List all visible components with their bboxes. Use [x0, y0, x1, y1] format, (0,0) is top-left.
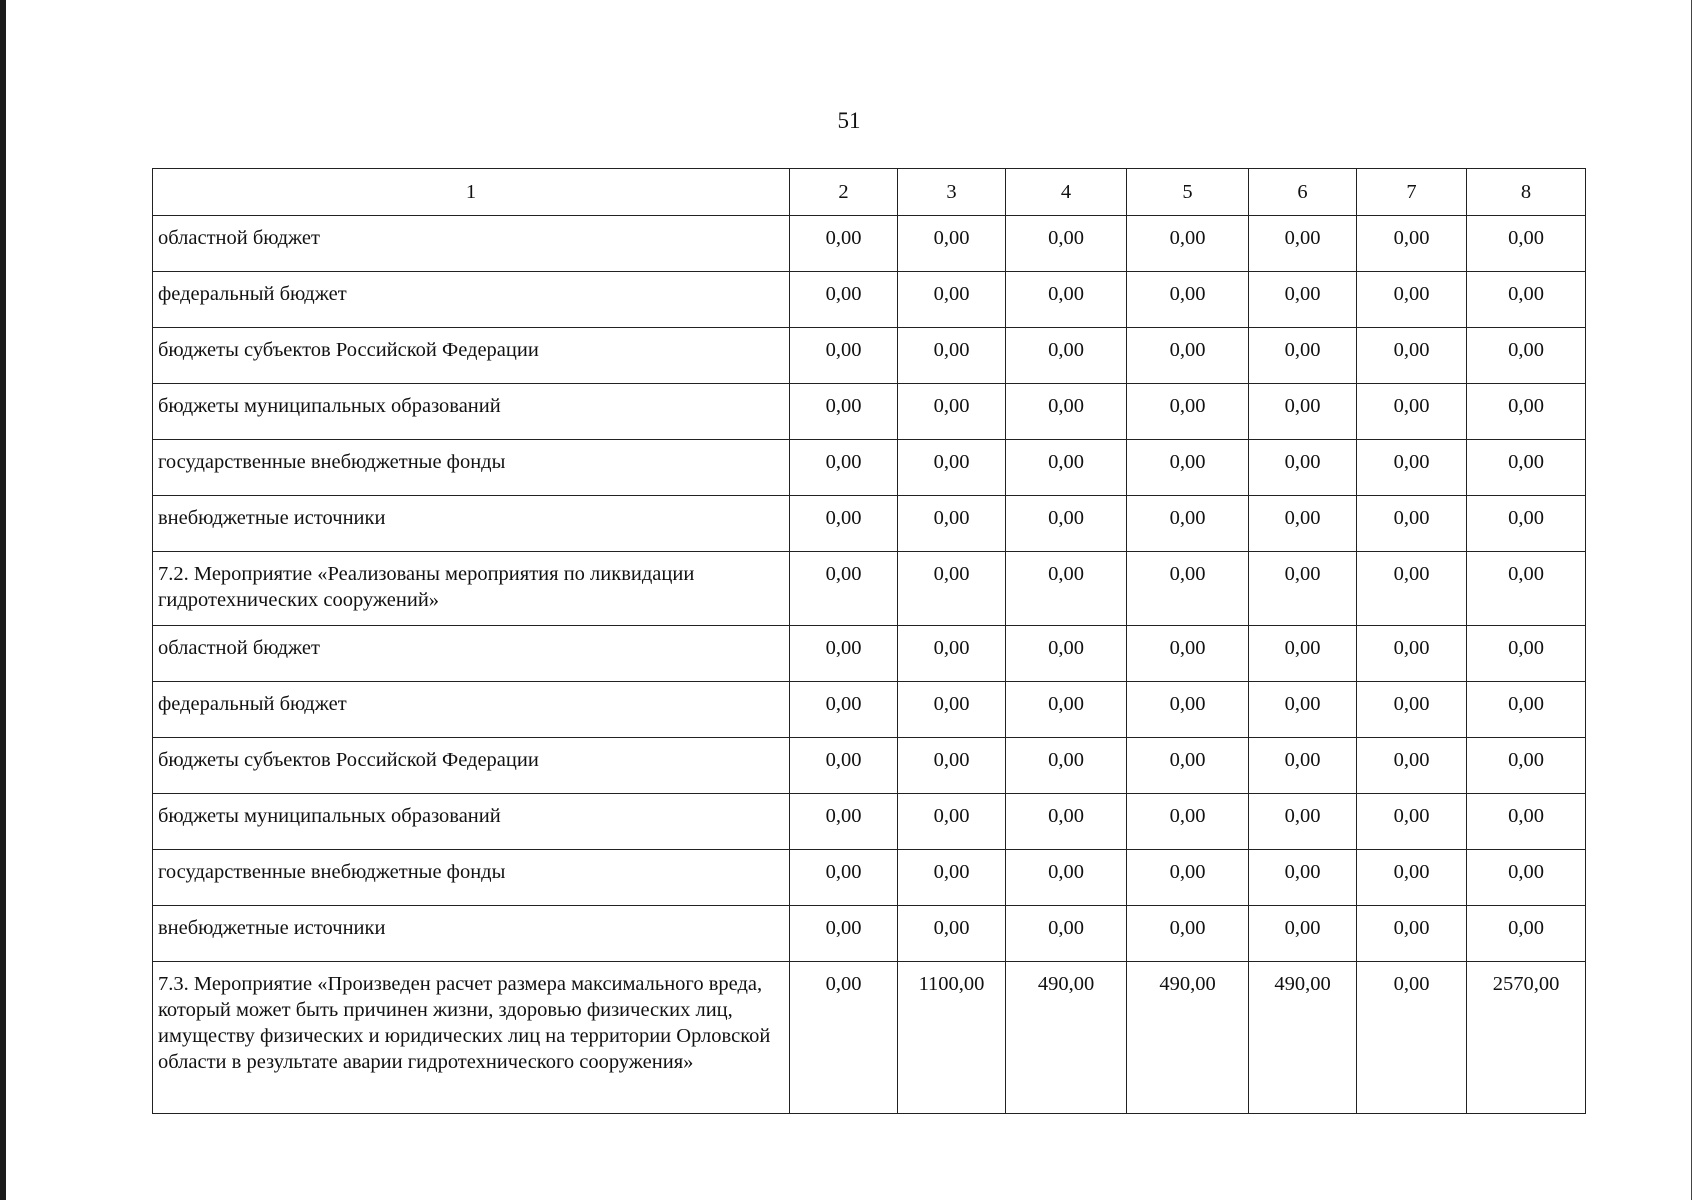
value-cell: 0,00: [1467, 384, 1586, 440]
value-cell: 0,00: [1467, 738, 1586, 794]
value-cell: 0,00: [1357, 738, 1467, 794]
budget-table: [152, 168, 1586, 1114]
value-cell: 0,00: [1357, 272, 1467, 328]
table-row: [153, 962, 1586, 1114]
value-cell: 0,00: [1006, 440, 1127, 496]
value-cell: 0,00: [1006, 850, 1127, 906]
value-cell: 0,00: [898, 738, 1006, 794]
value-cell: 0,00: [1467, 850, 1586, 906]
value-cell: 0,00: [1357, 850, 1467, 906]
table-row: [153, 850, 1586, 906]
row-label: областной бюджет: [153, 216, 790, 272]
row-label: бюджеты субъектов Российской Федерации: [153, 328, 790, 384]
value-cell: 0,00: [1127, 682, 1249, 738]
value-cell: 0,00: [1127, 850, 1249, 906]
value-cell: 0,00: [1249, 850, 1357, 906]
value-cell: 0,00: [790, 738, 898, 794]
value-cell: 0,00: [1127, 216, 1249, 272]
value-cell: 0,00: [1357, 552, 1467, 626]
value-cell: 0,00: [1249, 682, 1357, 738]
row-label: федеральный бюджет: [153, 272, 790, 328]
value-cell: 0,00: [1249, 738, 1357, 794]
value-cell: 0,00: [1467, 552, 1586, 626]
row-label: внебюджетные источники: [153, 496, 790, 552]
value-cell: 0,00: [1006, 384, 1127, 440]
value-cell: 0,00: [1127, 272, 1249, 328]
value-cell: 0,00: [1467, 328, 1586, 384]
value-cell: 0,00: [1249, 626, 1357, 682]
column-header: 2: [790, 169, 898, 216]
value-cell: 490,00: [1006, 962, 1127, 1114]
value-cell: 0,00: [1127, 626, 1249, 682]
value-cell: 0,00: [790, 384, 898, 440]
table-row: [153, 738, 1586, 794]
row-label: бюджеты муниципальных образований: [153, 794, 790, 850]
value-cell: 0,00: [1127, 906, 1249, 962]
row-label: бюджеты субъектов Российской Федерации: [153, 738, 790, 794]
value-cell: 0,00: [1467, 626, 1586, 682]
value-cell: 0,00: [1357, 794, 1467, 850]
value-cell: 490,00: [1127, 962, 1249, 1114]
value-cell: 0,00: [1127, 328, 1249, 384]
table-row: [153, 906, 1586, 962]
value-cell: 490,00: [1249, 962, 1357, 1114]
page-number: 51: [837, 108, 861, 133]
row-label: государственные внебюджетные фонды: [153, 850, 790, 906]
column-header: 4: [1006, 169, 1127, 216]
table-row: [153, 216, 1586, 272]
table-row: [153, 440, 1586, 496]
value-cell: 0,00: [1006, 496, 1127, 552]
value-cell: 0,00: [1249, 794, 1357, 850]
value-cell: 0,00: [1467, 216, 1586, 272]
value-cell: 0,00: [1357, 626, 1467, 682]
value-cell: 0,00: [1006, 272, 1127, 328]
value-cell: 0,00: [1127, 552, 1249, 626]
table-row: [153, 328, 1586, 384]
value-cell: 0,00: [1467, 496, 1586, 552]
value-cell: 0,00: [1357, 496, 1467, 552]
value-cell: 0,00: [1357, 440, 1467, 496]
value-cell: 0,00: [1006, 682, 1127, 738]
value-cell: 0,00: [1467, 906, 1586, 962]
value-cell: 0,00: [1249, 552, 1357, 626]
row-label: федеральный бюджет: [153, 682, 790, 738]
value-cell: 0,00: [1357, 682, 1467, 738]
row-label: областной бюджет: [153, 626, 790, 682]
value-cell: 0,00: [898, 384, 1006, 440]
value-cell: 0,00: [1467, 440, 1586, 496]
value-cell: 0,00: [1249, 384, 1357, 440]
value-cell: 0,00: [1006, 626, 1127, 682]
value-cell: 0,00: [1467, 794, 1586, 850]
value-cell: 0,00: [790, 440, 898, 496]
column-header: 6: [1249, 169, 1357, 216]
row-label: государственные внебюджетные фонды: [153, 440, 790, 496]
value-cell: 0,00: [1249, 440, 1357, 496]
value-cell: 0,00: [898, 440, 1006, 496]
value-cell: 0,00: [1249, 496, 1357, 552]
value-cell: 0,00: [790, 552, 898, 626]
value-cell: 0,00: [1006, 906, 1127, 962]
value-cell: 0,00: [1127, 738, 1249, 794]
table-header-row: [153, 169, 1586, 216]
value-cell: 0,00: [790, 794, 898, 850]
value-cell: 0,00: [790, 626, 898, 682]
value-cell: 0,00: [898, 626, 1006, 682]
value-cell: 0,00: [1357, 384, 1467, 440]
value-cell: 0,00: [1357, 906, 1467, 962]
row-label: внебюджетные источники: [153, 906, 790, 962]
value-cell: 0,00: [898, 216, 1006, 272]
column-header: 1: [153, 169, 790, 216]
value-cell: 0,00: [790, 682, 898, 738]
value-cell: 0,00: [898, 552, 1006, 626]
value-cell: 0,00: [1249, 906, 1357, 962]
value-cell: 0,00: [898, 496, 1006, 552]
value-cell: 0,00: [1249, 272, 1357, 328]
value-cell: 0,00: [1249, 328, 1357, 384]
value-cell: 0,00: [898, 328, 1006, 384]
value-cell: 0,00: [790, 216, 898, 272]
value-cell: 0,00: [898, 272, 1006, 328]
column-header: 5: [1127, 169, 1249, 216]
value-cell: 0,00: [898, 794, 1006, 850]
value-cell: 0,00: [1467, 272, 1586, 328]
value-cell: 0,00: [790, 850, 898, 906]
value-cell: 0,00: [1006, 794, 1127, 850]
row-label: 7.2. Мероприятие «Реализованы мероприятия по ликвидации гидротехнических сооружений»: [153, 552, 790, 626]
row-label: 7.3. Мероприятие «Произведен расчет размера максимального вреда, который может быть причинен жизни, здоровью физических лиц, имуществу физических и юридических лиц на территории Орловской области в результате аварии гидротехнического сооружения»: [153, 962, 790, 1114]
table-row: [153, 552, 1586, 626]
table-row: [153, 794, 1586, 850]
value-cell: 0,00: [1127, 384, 1249, 440]
scan-left-edge: [0, 0, 6, 1200]
value-cell: 0,00: [1127, 794, 1249, 850]
column-header: 7: [1357, 169, 1467, 216]
table-row: [153, 626, 1586, 682]
value-cell: 0,00: [898, 850, 1006, 906]
table-row: [153, 682, 1586, 738]
value-cell: 0,00: [790, 906, 898, 962]
value-cell: 0,00: [1357, 216, 1467, 272]
value-cell: 0,00: [1357, 962, 1467, 1114]
value-cell: 0,00: [898, 906, 1006, 962]
scan-right-edge: [1691, 0, 1692, 1200]
value-cell: 0,00: [1006, 738, 1127, 794]
table-row: [153, 384, 1586, 440]
value-cell: 0,00: [1127, 496, 1249, 552]
value-cell: 0,00: [1006, 328, 1127, 384]
value-cell: 0,00: [1006, 216, 1127, 272]
column-header: 3: [898, 169, 1006, 216]
table-row: [153, 496, 1586, 552]
value-cell: 0,00: [790, 496, 898, 552]
value-cell: 1100,00: [898, 962, 1006, 1114]
value-cell: 0,00: [1467, 682, 1586, 738]
value-cell: 0,00: [898, 682, 1006, 738]
value-cell: 0,00: [790, 328, 898, 384]
value-cell: 0,00: [790, 962, 898, 1114]
table-row: [153, 272, 1586, 328]
value-cell: 0,00: [1006, 552, 1127, 626]
value-cell: 0,00: [1249, 216, 1357, 272]
row-label: бюджеты муниципальных образований: [153, 384, 790, 440]
value-cell: 0,00: [790, 272, 898, 328]
value-cell: 2570,00: [1467, 962, 1586, 1114]
value-cell: 0,00: [1127, 440, 1249, 496]
column-header: 8: [1467, 169, 1586, 216]
value-cell: 0,00: [1357, 328, 1467, 384]
